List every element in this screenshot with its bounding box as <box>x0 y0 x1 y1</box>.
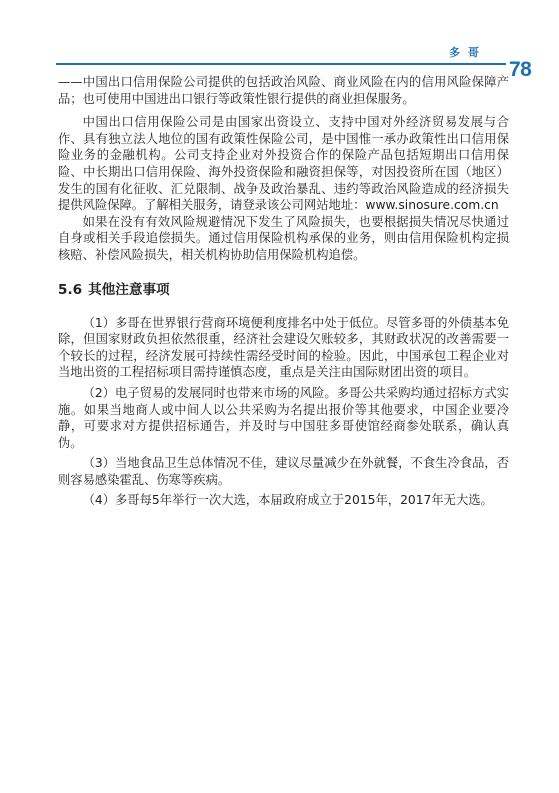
page-number: 78 <box>509 58 532 81</box>
list-item-business-environment: （1）多哥在世界银行营商环境便利度排名中处于低位。尽管多哥的外债基本免除，但国家财政负担依然很重，经济社会建设欠账较多，其财政状况的改善需要一个较长的过程，经济发展可持续性需经受时间的检验。因此，中国承包工程企业对当地出资的工程招标项目需持谨慎态度，重点是关注由国际财团出资的项目。 <box>58 315 509 380</box>
section-number: 5.6 <box>58 281 83 298</box>
paragraph-sinosure-intro: 中国出口信用保险公司是由国家出资设立、支持中国对外经济贸易发展与合作、具有独立法人地位的国有政策性保险公司，是中国惟一承办政策性出口信用保险业务的金融机构。公司支持企业对外投资合作的保险产品包括短期出口信用保险、中长期出口信用保险、海外投资保险和融资担保等，对因投资所在国（地区）发生的国有化征收、汇兑限制、战争及政治暴乱、违约等政治风险造成的经济损失提供风险保障。了解相关服务，请登录该公司网站地址：www.sinosure.com.cn <box>58 115 509 213</box>
page-body <box>58 74 509 509</box>
running-header-country: 多 哥 <box>449 46 481 59</box>
section-heading <box>58 281 509 299</box>
list-item-food-hygiene: （3）当地食品卫生总体情况不佳，建议尽量减少在外就餐，不食生冷食品，否则容易感染霍乱、伤寒等疾病。 <box>58 456 509 487</box>
paragraph-insurance-products: ——中国出口信用保险公司提供的包括政治风险、商业风险在内的信用风险保障产品；也可使用中国进出口银行等政策性银行提供的商业担保服务。 <box>58 75 509 106</box>
list-item-elections: （4）多哥每5年举行一次大选，本届政府成立于2015年，2017年无大选。 <box>82 493 493 508</box>
section-title: 其他注意事项 <box>88 281 170 298</box>
list-item-procurement-risk: （2）电子贸易的发展同时也带来市场的风险。多哥公共采购均通过招标方式实施。如果当地商人或中间人以公共采购为名提出报价等其他要求，中国企业要冷静，可要求对方提供招标通告，并及时与中国驻多哥使馆经商参处联系，确认真伪。 <box>58 385 509 450</box>
header-divider <box>56 63 506 65</box>
paragraph-loss-recovery: 如果在没有有效风险规避情况下发生了风险损失，也要根据损失情况尽快通过自身或相关手段追偿损失。通过信用保险机构承保的业务，则由信用保险机构定损核赔、补偿风险损失，相关机构协助信用保险机构追偿。 <box>58 214 509 262</box>
